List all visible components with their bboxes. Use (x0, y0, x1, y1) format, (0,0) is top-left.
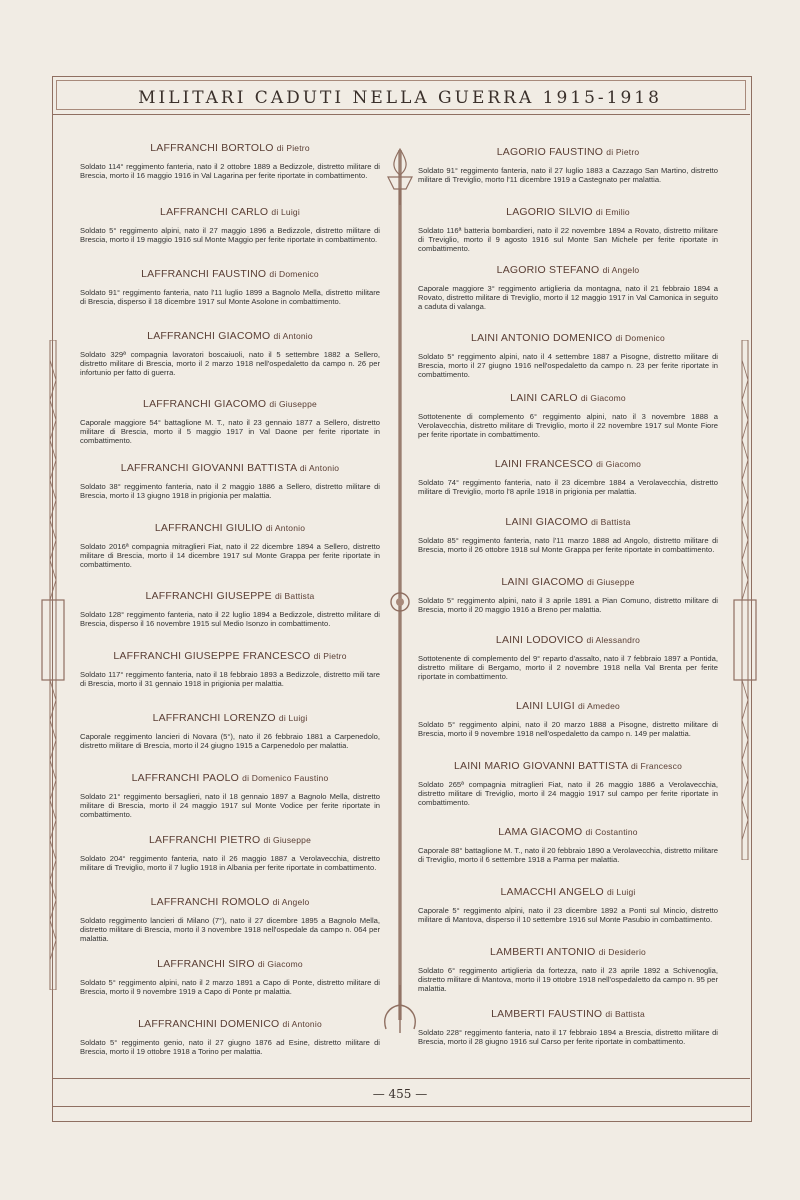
record-text: Soldato 228° reggimento fanteria, nato il 17 febbraio 1894 a Brescia, distretto militare di Brescia, morto il 28 giugno 1916 sul Carso per ferite riportate in combattimento. (418, 1028, 718, 1047)
record-name: LAINI ANTONIO DOMENICO di Domenico (471, 332, 665, 344)
record-name: LAINI GIACOMO di Giuseppe (501, 576, 635, 588)
record-text: Caporale 88° battaglione M. T., nato il 20 febbraio 1890 a Verolavecchia, distretto militare di Treviglio, morto il 6 settembre 1918 a Parma per malattia. (418, 846, 718, 865)
record-text: Soldato 204° reggimento fanteria, nato il 26 maggio 1887 a Verolavecchia, distretto militare di Treviglio, morto il 7 luglio 1918 in Albania per ferite riportate in combattimento. (80, 854, 380, 873)
record-name: LAFFRANCHI GIACOMO di Antonio (147, 330, 313, 342)
record-entry (418, 700, 718, 738)
torch-ornament-top (380, 145, 420, 205)
footer-rule-bottom (52, 1106, 750, 1107)
record-text: Caporale maggiore 3° reggimento artiglieria da montagna, nato il 21 febbraio 1894 a Rovato, distretto militare di Treviglio, morto il 12 maggio 1917 in Val Camonica in seguito a caduta di valanga. (418, 284, 718, 312)
record-name: LAGORIO STEFANO di Angelo (496, 264, 640, 276)
record-name: LAFFRANCHI FAUSTINO di Domenico (141, 268, 319, 280)
record-text: Soldato 5° reggimento alpini, nato il 2 marzo 1891 a Capo di Ponte, distretto militare di Brescia, morto il 9 novembre 1919 a Capo di Ponte pr malattia. (80, 978, 380, 997)
record-name: LAINI LUIGI di Amedeo (516, 700, 620, 712)
record-entry (418, 146, 718, 184)
record-entry (418, 332, 718, 380)
record-text: Soldato 5° reggimento alpini, nato il 20 marzo 1888 a Pisogne, distretto militare di Brescia, morto il 9 novembre 1918 nell'ospedaletto da campo n. 149 per malattia. (418, 720, 718, 739)
record-name: LAFFRANCHI SIRO di Giacomo (157, 958, 303, 970)
record-entry (80, 896, 380, 944)
record-entry (80, 834, 380, 872)
record-text: Soldato 329ª compagnia lavoratori boscaiuoli, nato il 5 settembre 1882 a Sellero, distretto militare di Brescia, morto il 2 marzo 1918 nell'ospedaletto da campo n. 26 per infortunio per fatto di guerra. (80, 350, 380, 378)
record-name: LAFFRANCHI GIUSEPPE FRANCESCO di Pietro (113, 650, 347, 662)
record-entry (80, 206, 380, 244)
record-entry (418, 576, 718, 614)
record-name: LAMA GIACOMO di Costantino (498, 826, 638, 838)
record-name: LAFFRANCHI GIACOMO di Giuseppe (143, 398, 317, 410)
record-text: Soldato 38° reggimento fanteria, nato il 2 maggio 1886 a Sellero, distretto militare di Brescia, morto il 13 giugno 1918 in prigionia per malattia. (80, 482, 380, 501)
record-text: Soldato 5° reggimento alpini, nato il 27 maggio 1896 a Bedizzole, distretto militare di Brescia, morto il 19 maggio 1916 sul Monte Maggio per ferite riportate in combattimento. (80, 226, 380, 245)
record-text: Caporale reggimento lancieri di Novara (5°), nato il 26 febbraio 1881 a Carpenedolo, distretto militare di Brescia, morto il 24 giugno 1915 a Carpenedolo per malattia. (80, 732, 380, 751)
record-text: Soldato 116ª batteria bombardieri, nato il 22 novembre 1894 a Rovato, distretto militare di Treviglio, morto il 9 agosto 1916 sul Monte San Michele per ferite riportate in combattimento. (418, 226, 718, 254)
record-text: Soldato 21° reggimento bersaglieri, nato il 18 gennaio 1897 a Bagnolo Mella, distretto militare di Brescia, morto il 24 maggio 1917 sul Monte Vodice per ferite riportate in combattimento. (80, 792, 380, 820)
record-text: Soldato 91° reggimento fanteria, nato l'11 luglio 1899 a Bagnolo Mella, distretto militare di Brescia, disperso il 18 dicembre 1917 sul Monte Asolone in combattimento. (80, 288, 380, 307)
record-name: LAINI GIACOMO di Battista (505, 516, 631, 528)
record-text: Sottotenente di complemento 6° reggimento alpini, nato il 3 novembre 1888 a Verolavecchia, distretto militare di Treviglio, morto il 22 novembre 1917 sul Monte Fiore per ferite riportate in combattimento. (418, 412, 718, 440)
record-name: LAINI FRANCESCO di Giacomo (494, 458, 642, 470)
record-name: LAMBERTI ANTONIO di Desiderio (490, 946, 646, 958)
record-entry (80, 772, 380, 820)
record-name: LAGORIO FAUSTINO di Pietro (496, 146, 640, 158)
record-text: Soldato 5° reggimento alpini, nato il 4 settembre 1887 a Pisogne, distretto militare di Brescia, morto il 27 giugno 1916 nell'ospedaletto da campo n. 23 per ferite riportate in combattimento. (418, 352, 718, 380)
record-entry (80, 1018, 380, 1056)
footer-rule-top (52, 1078, 750, 1079)
record-entry (418, 946, 718, 994)
record-name: LAFFRANCHI PAOLO di Domenico Faustino (131, 772, 329, 784)
record-entry (418, 458, 718, 496)
record-entry (418, 264, 718, 312)
record-text: Soldato 128° reggimento fanteria, nato il 22 luglio 1894 a Bedizzole, distretto militare di Brescia, disperso il 16 novembre 1915 sul Medio Isonzo in combattimento. (80, 610, 380, 629)
record-name: LAFFRANCHI LORENZO di Luigi (152, 712, 308, 724)
record-name: LAFFRANCHI CARLO di Luigi (160, 206, 300, 218)
record-entry (418, 826, 718, 864)
record-name: LAINI LODOVICO di Alessandro (495, 634, 641, 646)
record-text: Soldato 265ª compagnia mitraglieri Fiat, nato il 26 maggio 1886 a Verolavecchia, distretto militare di Treviglio, morto il 24 maggio 1917 sul campo per ferite riportate in combattimento. (418, 780, 718, 808)
record-name: LAFFRANCHI ROMOLO di Angelo (150, 896, 310, 908)
record-entry (418, 1008, 718, 1046)
record-text: Soldato 114° reggimento fanteria, nato il 2 ottobre 1889 a Bedizzole, distretto militare di Brescia, morto il 16 maggio 1916 in Val Lagarina per ferite riportate in combattimento. (80, 162, 380, 181)
record-text: Soldato reggimento lancieri di Milano (7°), nato il 27 dicembre 1895 a Bagnolo Mella, distretto militare di Brescia, morto il 3 novembre 1918 nell'ospedale da campo n. 064 per malattia. (80, 916, 380, 944)
record-name: LAFFRANCHI GIOVANNI BATTISTA di Antonio (120, 462, 340, 474)
record-text: Soldato 91° reggimento fanteria, nato il 27 luglio 1883 a Cazzago San Martino, distretto militare di Treviglio, morto l'11 dicembre 1919 a Castegnato per malattia. (418, 166, 718, 185)
acanthus-ornament-bottom (376, 985, 424, 1035)
record-text: Soldato 117° reggimento fanteria, nato il 18 febbraio 1893 a Bedizzole, distretto mili tare di Brescia, morto il 31 gennaio 1918 in prigionia per malattia. (80, 670, 380, 689)
record-name: LAINI CARLO di Giacomo (510, 392, 626, 404)
right-lattice-pole-ornament (722, 340, 762, 860)
center-column-ornament (395, 150, 405, 1020)
record-name: LAGORIO SILVIO di Emilio (506, 206, 630, 218)
record-entry (80, 712, 380, 750)
record-entry (418, 886, 718, 924)
left-lattice-pole-ornament (38, 340, 78, 990)
record-entry (80, 958, 380, 996)
record-entry (80, 650, 380, 688)
record-name: LAMACCHI ANGELO di Luigi (500, 886, 636, 898)
record-entry (418, 634, 718, 682)
record-name: LAFFRANCHI GIUSEPPE di Battista (145, 590, 315, 602)
record-entry (80, 590, 380, 628)
page-number: — 455 — (372, 1087, 428, 1101)
record-name: LAFFRANCHI PIETRO di Giuseppe (148, 834, 312, 846)
record-text: Soldato 5° reggimento alpini, nato il 3 aprile 1891 a Pian Comuno, distretto militare di Brescia, morto il 20 maggio 1916 a Breno per malattia. (418, 596, 718, 615)
record-entry (418, 206, 718, 254)
record-text: Soldato 5° reggimento genio, nato il 27 giugno 1876 ad Esine, distretto militare di Brescia, morto il 19 ottobre 1918 a Torino per malattia. (80, 1038, 380, 1057)
record-name: LAFFRANCHI BORTOLO di Pietro (150, 142, 310, 154)
record-entry (80, 522, 380, 570)
record-entry (80, 330, 380, 378)
record-text: Caporale 5° reggimento alpini, nato il 23 dicembre 1892 a Ponti sul Mincio, distretto militare di Mantova, disperso il 10 settembre 1916 sul Monte Pasubio in combattimento. (418, 906, 718, 925)
record-entry (80, 462, 380, 500)
record-entry (418, 760, 718, 808)
record-entry (80, 268, 380, 306)
record-entry (418, 516, 718, 554)
rosette-ornament (388, 590, 412, 614)
record-entry (418, 392, 718, 440)
record-text: Caporale maggiore 54° battaglione M. T., nato il 23 gennaio 1877 a Sellero, distretto militare di Brescia, morto il 5 maggio 1917 in Val Daone per ferite riportate in combattimento. (80, 418, 380, 446)
record-text: Soldato 85° reggimento fanteria, nato l'11 marzo 1888 ad Angolo, distretto militare di Brescia, morto il 26 ottobre 1918 sul Monte Grappa per ferite riportate in combattimento. (418, 536, 718, 555)
page-title: MILITARI CADUTI NELLA GUERRA 1915-1918 (138, 88, 662, 108)
record-text: Soldato 6° reggimento artiglieria da fortezza, nato il 23 aprile 1892 a Schivenoglia, distretto militare di Mantova, morto il 19 ottobre 1918 nell'ospedaletto da campo n. 95 per malattia. (418, 966, 718, 994)
record-name: LAFFRANCHINI DOMENICO di Antonio (138, 1018, 322, 1030)
record-text: Soldato 74° reggimento fanteria, nato il 23 dicembre 1884 a Verolavecchia, distretto militare di Treviglio, morto l'8 aprile 1918 in prigionia per malattia. (418, 478, 718, 497)
record-name: LAFFRANCHI GIULIO di Antonio (154, 522, 306, 534)
record-text: Sottotenente di complemento del 9° reparto d'assalto, nato il 7 febbraio 1897 a Pontida, distretto militare di Bergamo, morto il 2 novembre 1918 nella Val Brenta per ferite riportate in combattimento. (418, 654, 718, 682)
record-text: Soldato 2016ª compagnia mitraglieri Fiat, nato il 22 dicembre 1894 a Sellero, distretto militare di Brescia, morto il 14 dicembre 1917 sul Monte Grappa per ferite riportate in combattimento. (80, 542, 380, 570)
record-entry (80, 142, 380, 180)
record-entry (80, 398, 380, 446)
record-name: LAINI MARIO GIOVANNI BATTISTA di Francesco (453, 760, 682, 772)
record-name: LAMBERTI FAUSTINO di Battista (491, 1008, 645, 1020)
